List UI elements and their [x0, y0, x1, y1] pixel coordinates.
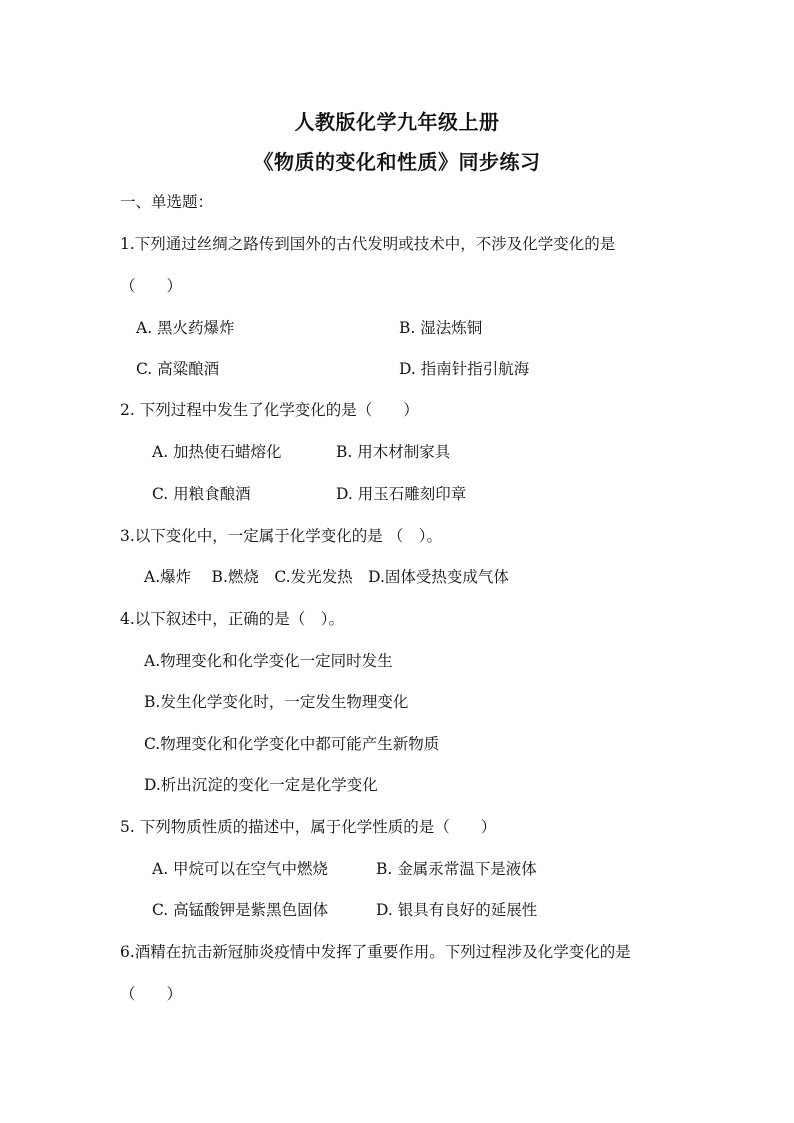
- question-5-stem: 5. 下列物质性质的描述中，属于化学性质的是（ ）: [120, 818, 497, 836]
- question-5-option-a: A. 甲烷可以在空气中燃烧: [152, 860, 329, 878]
- question-3-options: A.爆炸 B.燃烧 C.发光发热 D.固体受热变成气体: [144, 568, 509, 586]
- question-1-stem: 1.下列通过丝绸之路传到国外的古代发明或技术中，不涉及化学变化的是: [120, 235, 616, 253]
- question-1-option-a: A. 黑火药爆炸: [136, 319, 235, 337]
- question-2-stem: 2. 下列过程中发生了化学变化的是（ ）: [120, 401, 419, 419]
- question-2-option-b: B. 用木材制家具: [336, 443, 451, 461]
- question-2-option-a: A. 加热使石蜡熔化: [152, 443, 282, 461]
- document-subtitle: 《物质的变化和性质》同步练习: [253, 150, 541, 174]
- question-1-option-c: C. 高粱酿酒: [136, 360, 220, 378]
- section-heading: 一、单选题：: [120, 193, 214, 211]
- question-4-stem: 4.以下叙述中，正确的是（ ）。: [120, 610, 345, 628]
- question-5-option-d: D. 银具有良好的延展性: [376, 901, 538, 919]
- question-1-option-d: D. 指南针指引航海: [399, 360, 530, 378]
- question-4-option-b: B.发生化学变化时，一定发生物理变化: [144, 693, 409, 711]
- question-1-stem-cont: （ ）: [120, 277, 183, 295]
- question-5-option-c: C. 高锰酸钾是紫黑色固体: [152, 901, 329, 919]
- question-2-option-d: D. 用玉石雕刻印章: [336, 485, 467, 503]
- question-6-stem: 6.酒精在抗击新冠肺炎疫情中发挥了重要作用。下列过程涉及化学变化的是: [120, 943, 631, 961]
- question-1-option-b: B. 湿法炼铜: [399, 319, 483, 337]
- question-5-option-b: B. 金属汞常温下是液体: [376, 860, 537, 878]
- document-title: 人教版化学九年级上册: [294, 110, 500, 134]
- question-3-stem: 3.以下变化中，一定属于化学变化的是 （ ）。: [120, 527, 442, 545]
- question-4-option-d: D.析出沉淀的变化一定是化学变化: [144, 776, 378, 794]
- question-6-stem-cont: （ ）: [120, 985, 183, 1003]
- question-4-option-c: C.物理变化和化学变化中都可能产生新物质: [144, 735, 440, 753]
- question-2-option-c: C. 用粮食酿酒: [152, 485, 251, 503]
- question-4-option-a: A.物理变化和化学变化一定同时发生: [144, 652, 393, 670]
